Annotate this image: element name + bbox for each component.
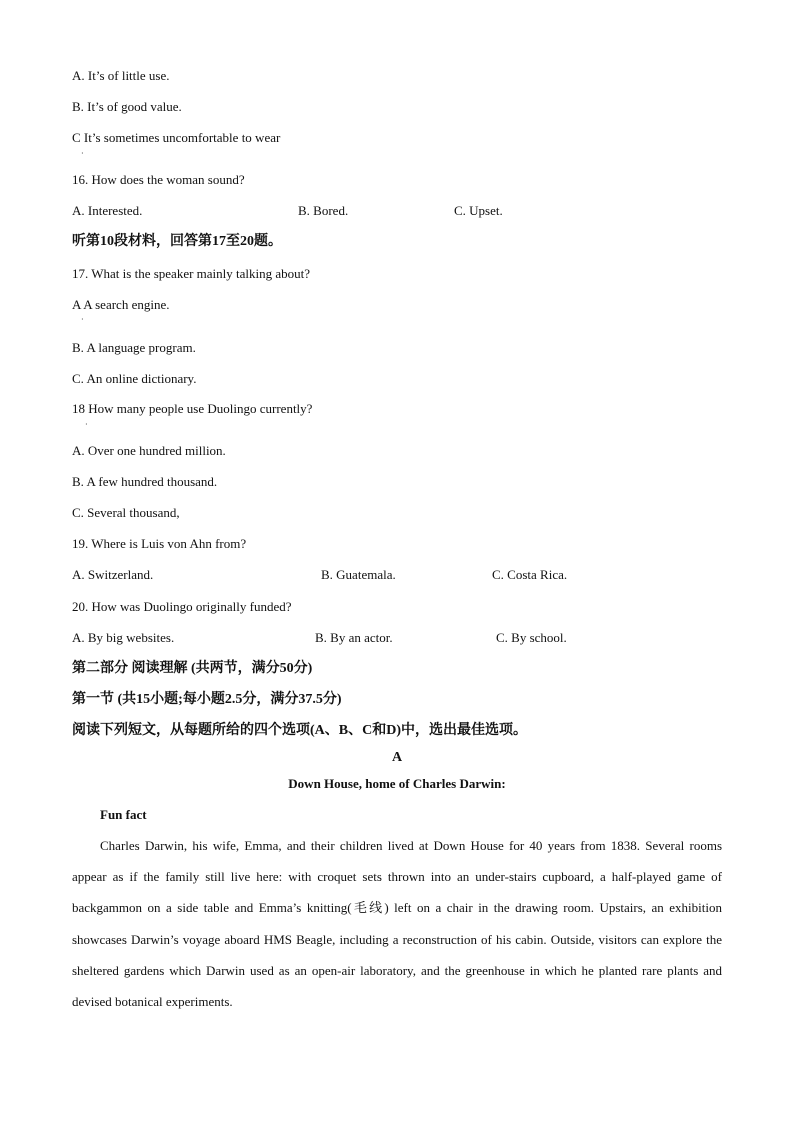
q16-option-c: C. Upset. <box>454 203 503 218</box>
q19-option-b: B. Guatemala. <box>321 567 396 582</box>
q15-option-c: C It’s sometimes uncomfortable to wear <box>72 130 281 145</box>
passage-subheading: Fun fact <box>100 807 147 822</box>
part2-section1: 第一节 (共15小题;每小题2.5分，满分37.5分) <box>72 692 342 707</box>
q20-option-c: C. By school. <box>496 630 567 645</box>
dot-mark: · <box>81 315 84 324</box>
q17-option-a: A A search engine. <box>72 297 170 312</box>
passage-label: A <box>391 750 403 765</box>
q18-question: 18 How many people use Duolingo currently? <box>72 401 313 416</box>
q20-question: 20. How was Duolingo originally funded? <box>72 599 292 614</box>
q17-option-c: C. An online dictionary. <box>72 371 197 386</box>
q19-option-a: A. Switzerland. <box>72 567 154 582</box>
part2-instruction: 阅读下列短文，从每题所给的四个选项(A、B、C和D)中，选出最佳选项。 <box>72 723 527 738</box>
part2-title: 第二部分 阅读理解 (共两节，满分50分) <box>72 661 313 676</box>
dot-mark: · <box>81 149 84 158</box>
q19-question: 19. Where is Luis von Ahn from? <box>72 536 247 551</box>
q18-option-a: A. Over one hundred million. <box>72 443 226 458</box>
q17-option-b: B. A language program. <box>72 340 196 355</box>
q17-question: 17. What is the speaker mainly talking about? <box>72 266 311 281</box>
passage-body: Charles Darwin, his wife, Emma, and their children lived at Down House for 40 years from 1838. Several rooms appear as if the family still live here: with croquet sets thrown into an under-stairs cupboard, a half-played game of backgammon on a side table and Emma’s knitting(毛线) left on a chair in the drawing room. Upstairs, an exhibition showcases Darwin’s voyage aboard HMS Beagle, including a reconstruction of his cabin. Outside, visitors can explore the sheltered gardens which Darwin used as an open-air laboratory, and the greenhouse in which he planted rare plants and devised botanical experiments. <box>72 838 722 1010</box>
passage-title: Down House, home of Charles Darwin: <box>288 776 506 791</box>
q16-question: 16. How does the woman sound? <box>72 172 245 187</box>
section-10-heading: 听第10段材料，回答第17至20题。 <box>72 234 282 249</box>
q15-option-b: B. It’s of good value. <box>72 99 182 114</box>
q18-option-c: C. Several thousand, <box>72 505 180 520</box>
q20-option-a: A. By big websites. <box>72 630 175 645</box>
dot-mark: · <box>85 420 88 429</box>
q15-option-a: A. It’s of little use. <box>72 68 170 83</box>
q16-option-a: A. Interested. <box>72 203 143 218</box>
q20-option-b: B. By an actor. <box>315 630 393 645</box>
q18-option-b: B. A few hundred thousand. <box>72 474 218 489</box>
q16-option-b: B. Bored. <box>298 203 349 218</box>
q19-option-c: C. Costa Rica. <box>492 567 568 582</box>
